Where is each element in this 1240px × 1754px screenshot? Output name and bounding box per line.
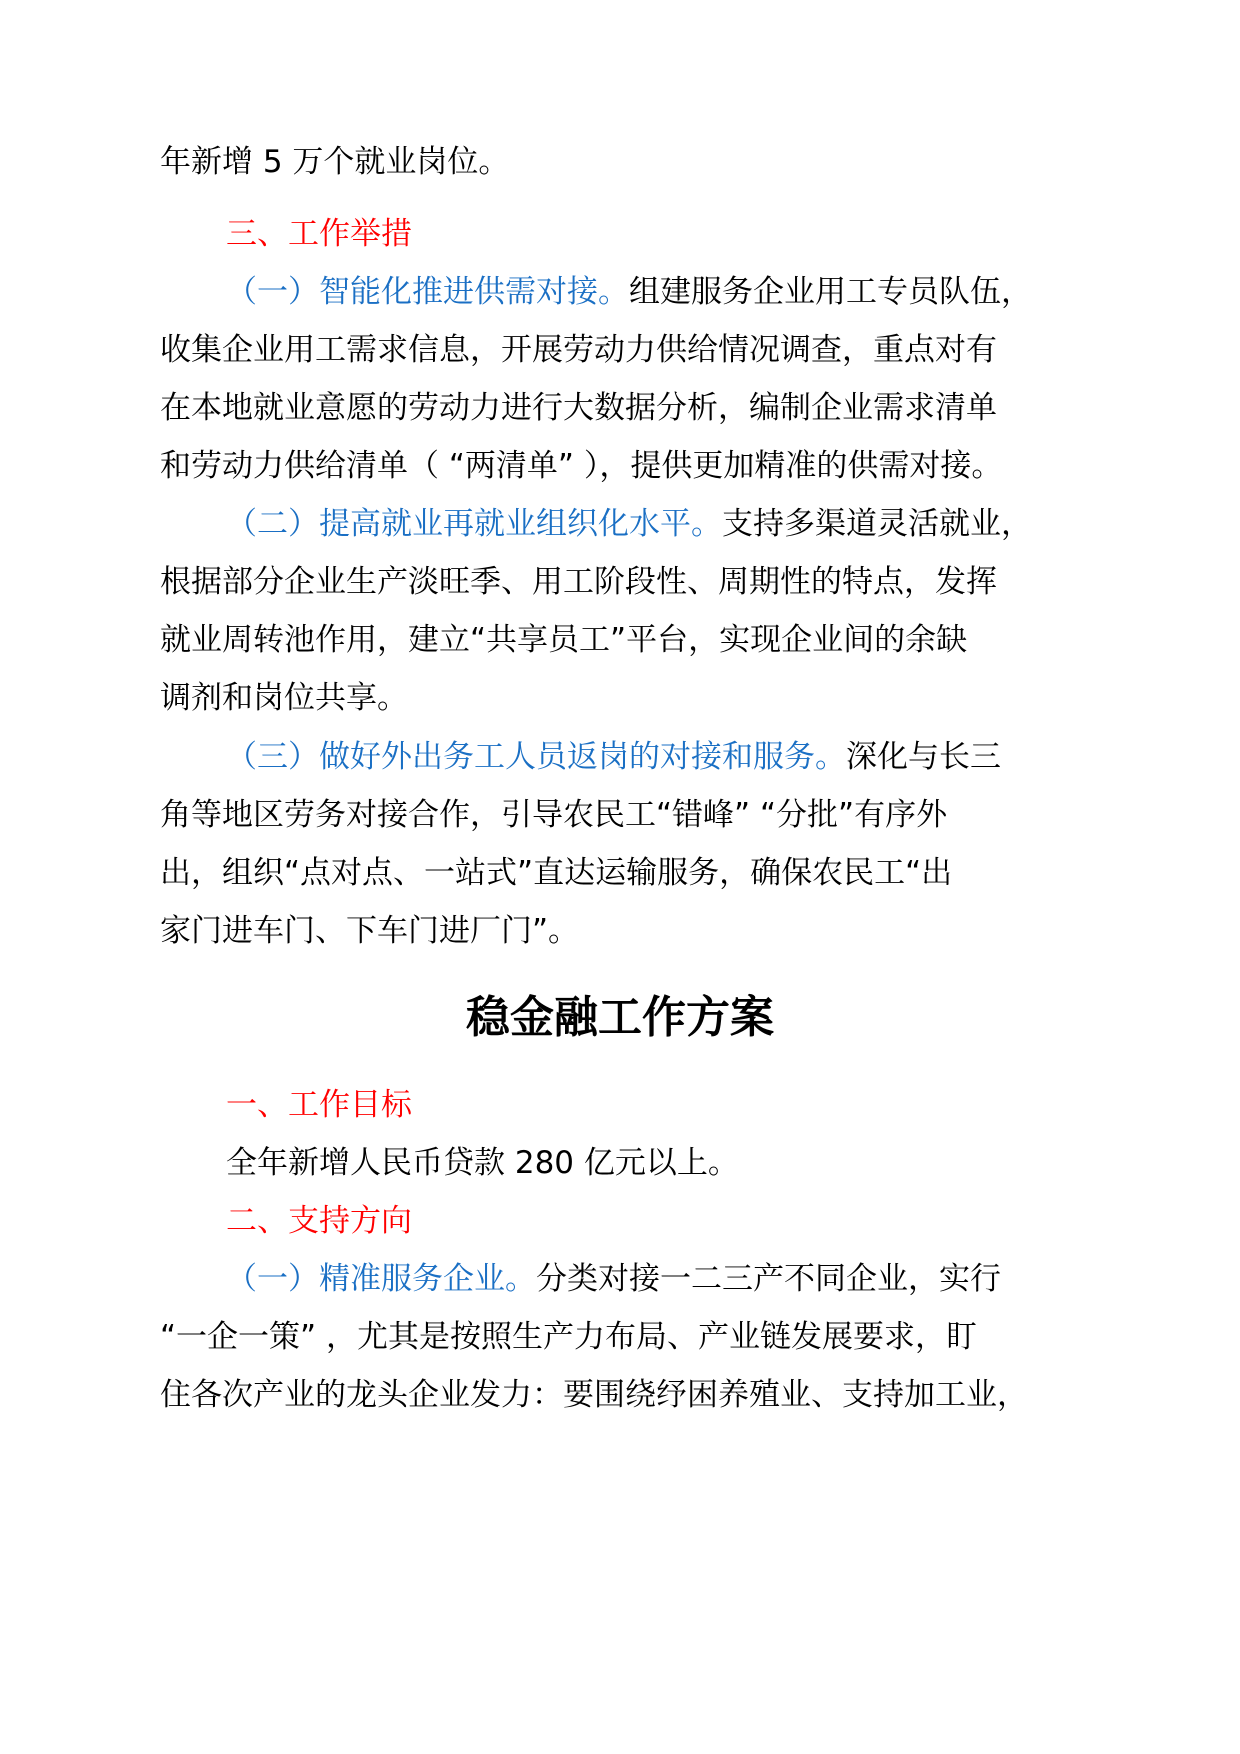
paragraph-line <box>226 504 1186 544</box>
paragraph-line: 调剂和岗位共享。 <box>160 680 408 716</box>
paragraph-line: 和劳动力供给清单（ “两清单” ），提供更加精准的供需对接。 <box>160 448 1003 484</box>
item-heading: （二）提高就业再就业组织化水平。 <box>226 506 722 542</box>
paragraph-line: 在本地就业意愿的劳动力进行大数据分析，编制企业需求清单 <box>160 390 997 426</box>
paragraph-line <box>226 737 1186 777</box>
paragraph-line: 住各次产业的龙头企业发力：要围绕纾困养殖业、支持加工业， <box>160 1377 1028 1413</box>
paragraph-line: “一企一策” ，尤其是按照生产力布局、产业链发展要求，盯 <box>160 1319 977 1355</box>
paragraph-line: 年新增 5 万个就业岗位。 <box>160 144 510 180</box>
paragraph-line: 就业周转池作用，建立“共享员工”平台，实现企业间的余缺 <box>160 622 968 658</box>
section-heading-work-goal: 一、工作目标 <box>226 1087 412 1123</box>
item-lead-text: 组建服务企业用工专员队伍， <box>629 274 1032 310</box>
item-lead-text: 分类对接一二三产不同企业，实行 <box>536 1261 1001 1297</box>
paragraph-line: 全年新增人民币贷款 280 亿元以上。 <box>226 1145 739 1181</box>
section-heading-work-measures: 三、工作举措 <box>226 216 412 252</box>
paragraph-line: 角等地区劳务对接合作，引导农民工“错峰” “分批”有序外 <box>160 797 948 833</box>
paragraph-line: 家门进车门、下车门进厂门”。 <box>160 913 580 949</box>
section-heading-support-direction: 二、支持方向 <box>226 1203 412 1239</box>
item-heading: （三）做好外出务工人员返岗的对接和服务。 <box>226 739 846 775</box>
paragraph-line: 出，组织“点对点、一站式”直达运输服务，确保农民工“出 <box>160 855 953 891</box>
item-lead-text: 支持多渠道灵活就业， <box>722 506 1032 542</box>
paragraph-line: 收集企业用工需求信息，开展劳动力供给情况调查，重点对有 <box>160 332 997 368</box>
paragraph-line <box>226 272 1186 312</box>
paragraph-line: 根据部分企业生产淡旺季、用工阶段性、周期性的特点，发挥 <box>160 564 997 600</box>
item-heading: （一）精准服务企业。 <box>226 1261 536 1297</box>
document-title: 稳金融工作方案 <box>466 992 774 1043</box>
paragraph-line <box>226 1259 1186 1299</box>
item-heading: （一）智能化推进供需对接。 <box>226 274 629 310</box>
item-lead-text: 深化与长三 <box>846 739 1001 775</box>
